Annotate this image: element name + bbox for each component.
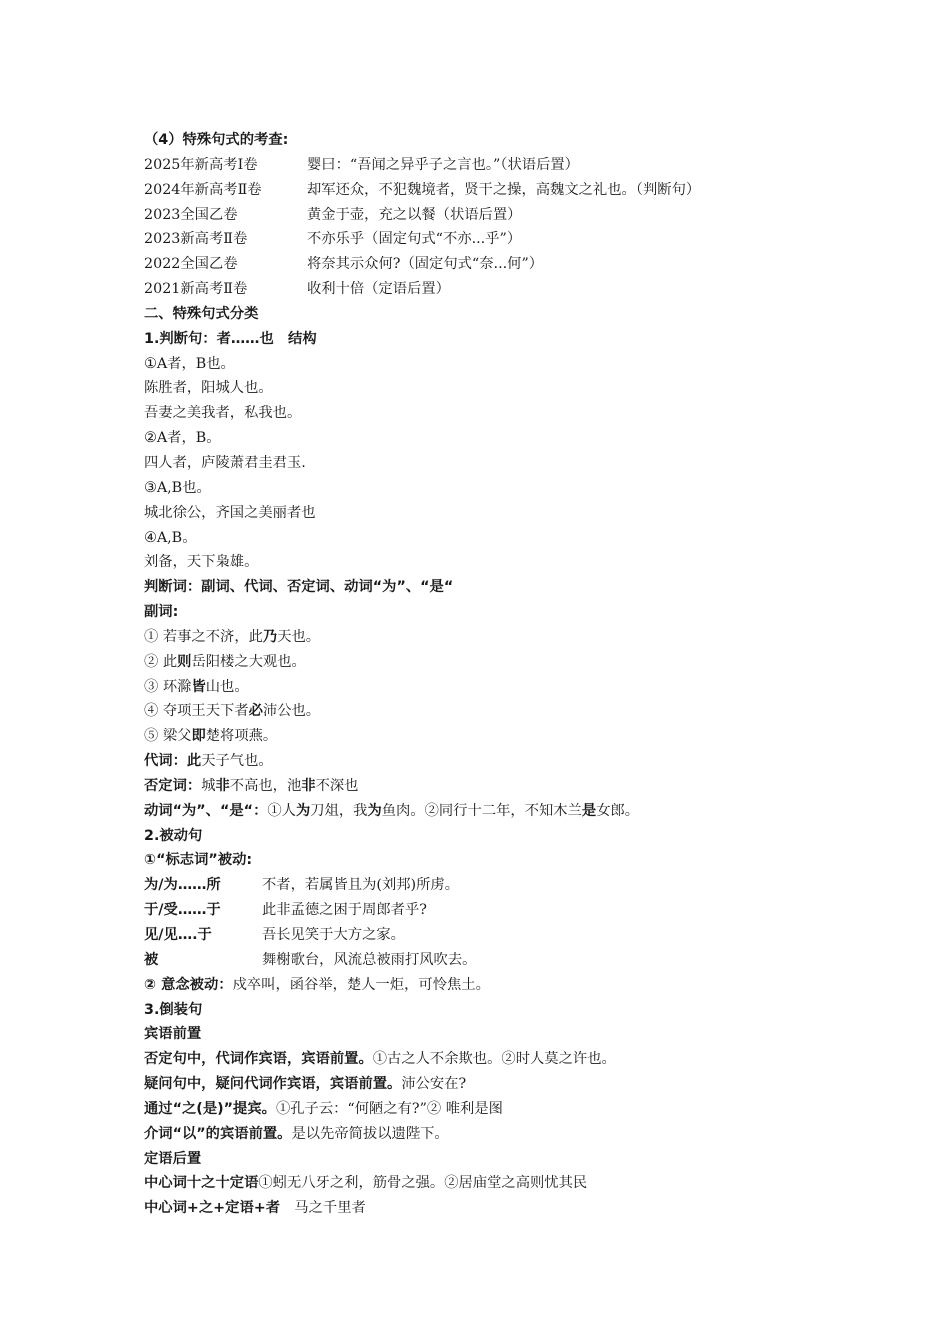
- keyword: 非: [301, 777, 316, 794]
- example-text: 不者，若属皆且为(刘邦)所虏。: [262, 877, 460, 894]
- label: 中心词+之+定语+者: [144, 1200, 281, 1217]
- label: 通过“之(是)”提宾。: [144, 1100, 276, 1117]
- keyword: 此: [186, 753, 202, 770]
- sub-heading: 定语后置: [144, 1150, 202, 1167]
- subsection-heading: 2.被动句: [144, 827, 203, 844]
- example-text: 城: [201, 777, 216, 794]
- exam-text: 不亦乐乎（固定句式“不亦...乎”）: [307, 231, 522, 248]
- inversion-item: [144, 1122, 824, 1147]
- pronoun-line: [144, 749, 824, 774]
- example-line: 刘备，天下枭雄。: [144, 554, 259, 571]
- label: ② 意念被动：: [144, 976, 233, 993]
- example-text: ①古之人不余欺也。②时人莫之许也。: [372, 1051, 616, 1068]
- exam-item: [144, 203, 824, 228]
- exam-text: 黄金于壶，充之以餐（状语后置）: [307, 206, 522, 223]
- sub-heading: 宾语前置: [144, 1026, 202, 1043]
- attr-post-item: [144, 1196, 824, 1221]
- label: 疑问句中，疑问代词作宾语，宾语前置。: [144, 1076, 402, 1093]
- passive-item: [144, 923, 824, 948]
- exam-text: 将奈其示众何?（固定句式“奈...何”）: [307, 256, 544, 273]
- keyword: 非: [215, 777, 230, 794]
- example-text: ①人: [267, 802, 296, 819]
- exam-year: 2023新高考Ⅱ卷: [144, 231, 248, 248]
- label: 被: [144, 951, 159, 968]
- part-heading: 二、特殊句式分类: [144, 305, 259, 322]
- label: 代词：: [144, 753, 187, 770]
- exam-year: 2024年新高考Ⅱ卷: [144, 181, 262, 198]
- example-text: 吾长见笑于大方之家。: [262, 927, 405, 943]
- adverb-example: [144, 625, 824, 650]
- exam-text: 婴曰：“吾闻之异乎子之言也。”（状语后置）: [307, 156, 579, 173]
- adverb-example: [144, 675, 824, 700]
- attr-post-item: [144, 1171, 824, 1196]
- label: 见/见….于: [144, 927, 212, 943]
- keyword: 是: [581, 802, 597, 819]
- label: 于/受……于: [144, 902, 221, 919]
- inversion-item: [144, 1047, 824, 1072]
- example-line: 吾妻之美我者，私我也。: [144, 405, 302, 422]
- label: 否定句中，代词作宾语，宾语前置。: [144, 1051, 373, 1068]
- verb-line: [144, 799, 824, 824]
- exam-item: [144, 178, 824, 203]
- example-text: 天子气也。: [201, 753, 273, 770]
- keyword: 则: [177, 653, 192, 670]
- example-line: ③A,B也。: [144, 479, 211, 496]
- inversion-item: [144, 1072, 824, 1097]
- example-text: 此非孟德之困于周郎者乎?: [262, 902, 427, 919]
- passive-item: [144, 948, 824, 973]
- exam-item: [144, 153, 824, 178]
- example-text: 是以先帝简拔以遗陛下。: [291, 1125, 449, 1142]
- example-line: 陈胜者，阳城人也。: [144, 380, 273, 397]
- exam-item: [144, 277, 824, 302]
- example-text: 不高也，池: [229, 777, 302, 794]
- exam-text: 收利十倍（定语后置）: [307, 281, 450, 298]
- example-text: 沛公安在?: [401, 1076, 467, 1093]
- example-line: ④A,B。: [144, 529, 197, 546]
- label: 否定词：: [144, 777, 202, 794]
- negative-line: [144, 774, 824, 799]
- passive-item: [144, 898, 824, 923]
- inversion-item: [144, 1097, 824, 1122]
- adverb-example: [144, 650, 824, 675]
- example-text: 舞榭歌台，风流总被雨打风吹去。: [262, 951, 477, 968]
- keyword: 即: [191, 728, 206, 745]
- example-line: 四人者，庐陵萧君圭君玉.: [144, 454, 306, 471]
- exam-year: 2025年新高考Ⅰ卷: [144, 156, 258, 173]
- section-heading: （4）特殊句式的考查:: [144, 132, 289, 148]
- example-text: 女郎。: [596, 802, 640, 819]
- example-text: 山也。: [205, 678, 249, 695]
- passive-item: [144, 873, 824, 898]
- example-text: 刀俎，我: [310, 802, 368, 819]
- example-text: 戍卒叫，函谷举，楚人一炬，可怜焦土。: [232, 976, 490, 993]
- subsection-heading: 1.判断句：者……也 结构: [144, 330, 317, 347]
- example-text: 沛公也。: [262, 703, 321, 720]
- exam-year: 2022全国乙卷: [144, 256, 238, 273]
- sub-heading: ①“标志词”被动:: [144, 852, 253, 869]
- keyword: 乃: [262, 628, 278, 645]
- example-text: 天也。: [277, 628, 321, 645]
- adverb-heading: 副词:: [144, 604, 179, 621]
- exam-year: 2023全国乙卷: [144, 206, 238, 223]
- judge-words-heading: 判断词：副词、代词、否定词、动词“为”、“是“: [144, 579, 454, 596]
- subsection-heading: 3.倒装句: [144, 1001, 203, 1018]
- label: 动词“为”、“是“：: [144, 802, 268, 819]
- example-text: ⑤ 梁父: [144, 728, 192, 745]
- exam-year: 2021新高考Ⅱ卷: [144, 281, 248, 298]
- example-text: ② 此: [144, 653, 178, 670]
- example-text: ①孔子云：“何陋之有?”② 唯利是图: [275, 1100, 503, 1117]
- example-text: 楚将项燕。: [205, 728, 278, 745]
- keyword: 为: [295, 802, 311, 819]
- adverb-example: [144, 724, 824, 749]
- exam-text: 却军还众，不犯魏境者，贤干之操，高魏文之礼也。（判断句）: [307, 181, 701, 198]
- example-text: ① 若事之不济，此: [144, 628, 263, 645]
- example-line: ②A者，B。: [144, 430, 221, 447]
- example-text: ①蚓无八牙之利，筋骨之强。②居庙堂之高则忧其民: [258, 1175, 588, 1192]
- example-line: 城北徐公，齐国之美丽者也: [144, 504, 316, 521]
- document-page: [144, 128, 824, 1221]
- example-text: 马之千里者: [280, 1200, 366, 1217]
- keyword: 皆: [191, 678, 206, 695]
- example-line: ①A者，B也。: [144, 355, 235, 372]
- label: 介词“以”的宾语前置。: [144, 1125, 292, 1142]
- keyword: 必: [248, 703, 263, 720]
- exam-item: [144, 227, 824, 252]
- example-text: ④ 夺项王天下者: [144, 703, 249, 720]
- label: 为/为……所: [144, 877, 221, 894]
- example-text: 鱼肉。②同行十二年，不知木兰: [381, 802, 582, 819]
- label: 中心词十之十定语: [144, 1175, 259, 1192]
- keyword: 为: [367, 802, 382, 819]
- notional-passive-line: [144, 973, 824, 998]
- example-text: 岳阳楼之大观也。: [191, 653, 306, 670]
- exam-item: [144, 252, 824, 277]
- example-text: ③ 环滁: [144, 678, 192, 695]
- example-text: 不深也: [315, 777, 359, 794]
- adverb-example: [144, 699, 824, 724]
